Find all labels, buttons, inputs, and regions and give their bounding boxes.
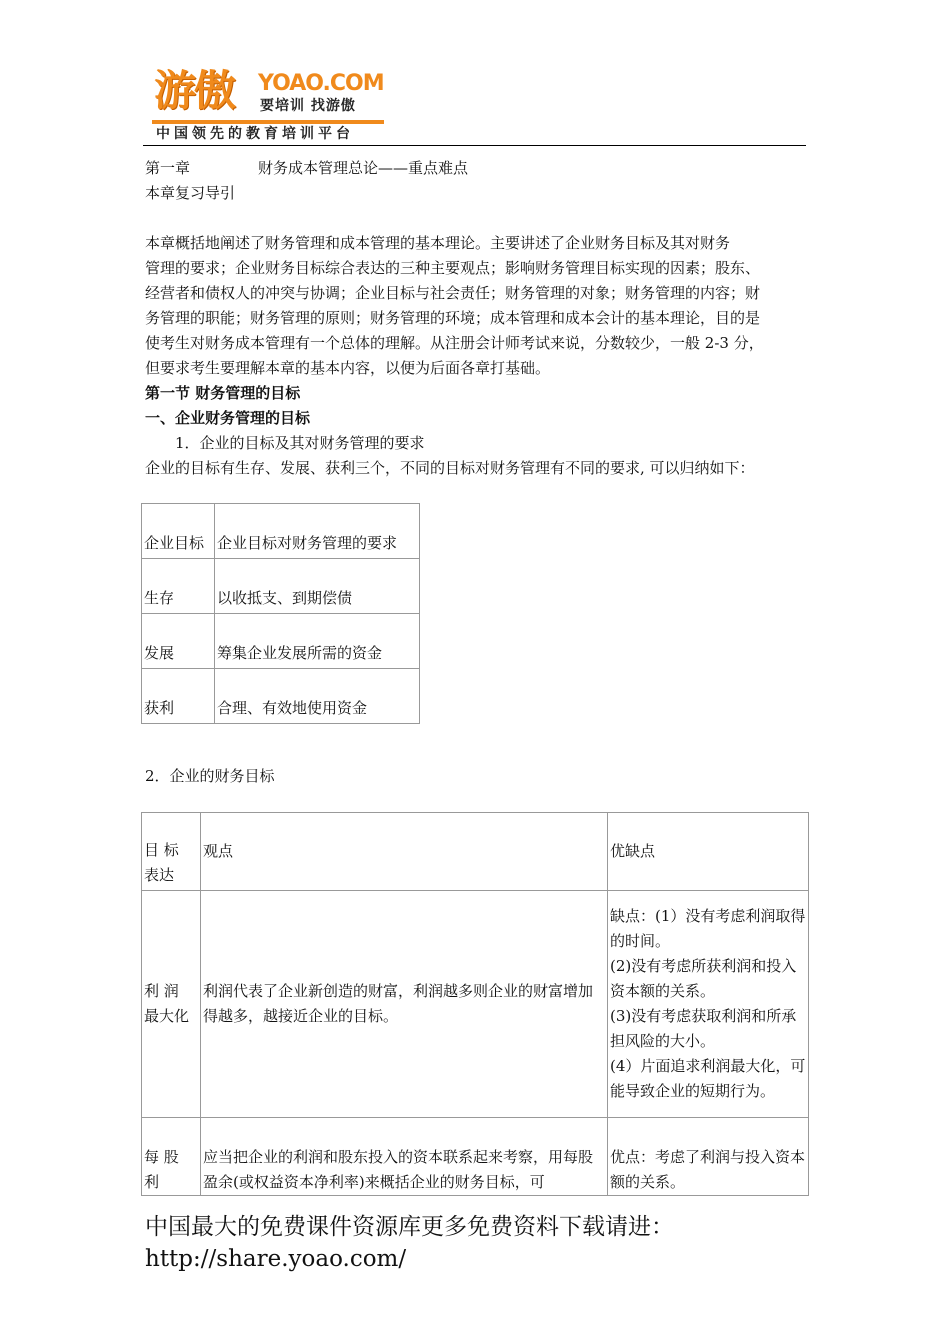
table-cell: 发展 [142,614,215,669]
table-cell: 应当把企业的利润和股东投入的资本联系起来考察，用每股盈余(或权益资本净利率)来概括企业的财务目标，可 [201,1118,608,1196]
table-cell: 获利 [142,669,215,724]
table-cell-line: (2)没有考虑所获利润和投入资本额的关系。 [610,957,797,1000]
intro-line: 管理的要求；企业财务目标综合表达的三种主要观点；影响财务管理目标实现的因素；股东、 [145,259,761,277]
table-row [142,891,809,1118]
logo-slogan: 要培训 找游傲 [260,98,356,114]
logo-brand: 游傲 [154,66,235,115]
table-row [142,559,420,614]
table-header-cell: 目 标 表达 [142,813,201,891]
table-header-cell: 企业目标对财务管理的要求 [215,504,420,559]
intro-line: 使考生对财务成本管理有一个总体的理解。从注册会计师考试来说，分数较少，一般 2-3 分， [145,334,764,352]
table-cell-line: 缺点：(1）没有考虑利润取得的时间。 [610,907,806,950]
table-header-row [142,813,809,891]
footer-note: 中国最大的免费课件资源库更多免费资料下载请进：http://share.yoao.com/ [145,1214,674,1272]
item-heading: 1．企业的目标及其对财务管理的要求 [175,434,425,452]
logo-tagline: 中国领先的教育培训平台 [156,126,354,142]
table-row [142,669,420,724]
table-row [142,614,420,669]
review-guide: 本章复习导引 [145,184,236,202]
table-cell: 生存 [142,559,215,614]
intro-line: 本章概括地阐述了财务管理和成本管理的基本理论。主要讲述了企业财务目标及其对财务 [145,234,731,252]
table-cell: 每 股 利 [142,1118,201,1196]
table-cell: 以收抵支、到期偿债 [215,559,420,614]
table-cell: 利 润 最大化 [142,891,201,1118]
table-cell-line: (3)没有考虑获取利润和所承担风险的大小。 [610,1007,797,1050]
yoao-logo [150,62,390,146]
intro-line: 但要求考生要理解本章的基本内容，以便为后面各章打基础。 [145,359,551,377]
chapter-heading [145,156,468,181]
goals-table [141,503,420,724]
table-cell [608,891,809,1118]
table-header-row [142,504,420,559]
chapter-number: 第一章 [145,159,191,177]
intro-line: 经营者和债权人的冲突与协调；企业目标与社会责任；财务管理的对象；财务管理的内容；财 [145,284,761,302]
chapter-title: 财务成本管理总论——重点难点 [258,159,469,177]
header-rule [143,145,806,146]
table-cell: 合理、有效地使用资金 [215,669,420,724]
table-cell: 筹集企业发展所需的资金 [215,614,420,669]
table-cell: 优点：考虑了利润与投入资本额的关系。 [608,1118,809,1196]
financial-goals-table [141,812,809,1196]
table-header-cell: 企业目标 [142,504,215,559]
logo-bar [152,120,384,124]
item-heading: 2．企业的财务目标 [145,767,275,785]
logo-domain: YOAO.COM [258,71,384,96]
table-cell: 利润代表了企业新创造的财富，利润越多则企业的财富增加得越多，越接近企业的目标。 [201,891,608,1118]
table-cell-line: (4）片面追求利润最大化，可能导致企业的短期行为。 [610,1057,806,1100]
table-header-cell: 观点 [201,813,608,891]
intro-line: 务管理的职能；财务管理的原则；财务管理的环境；成本管理和成本会计的基本理论，目的是 [145,309,761,327]
subsection-heading: 一、企业财务管理的目标 [145,409,311,427]
section-heading: 第一节 财务管理的目标 [145,384,301,402]
table-row [142,1118,809,1196]
item-description: 企业的目标有生存、发展、获利三个，不同的目标对财务管理有不同的要求, 可以归纳如下： [145,459,755,477]
table-header-cell: 优缺点 [608,813,809,891]
